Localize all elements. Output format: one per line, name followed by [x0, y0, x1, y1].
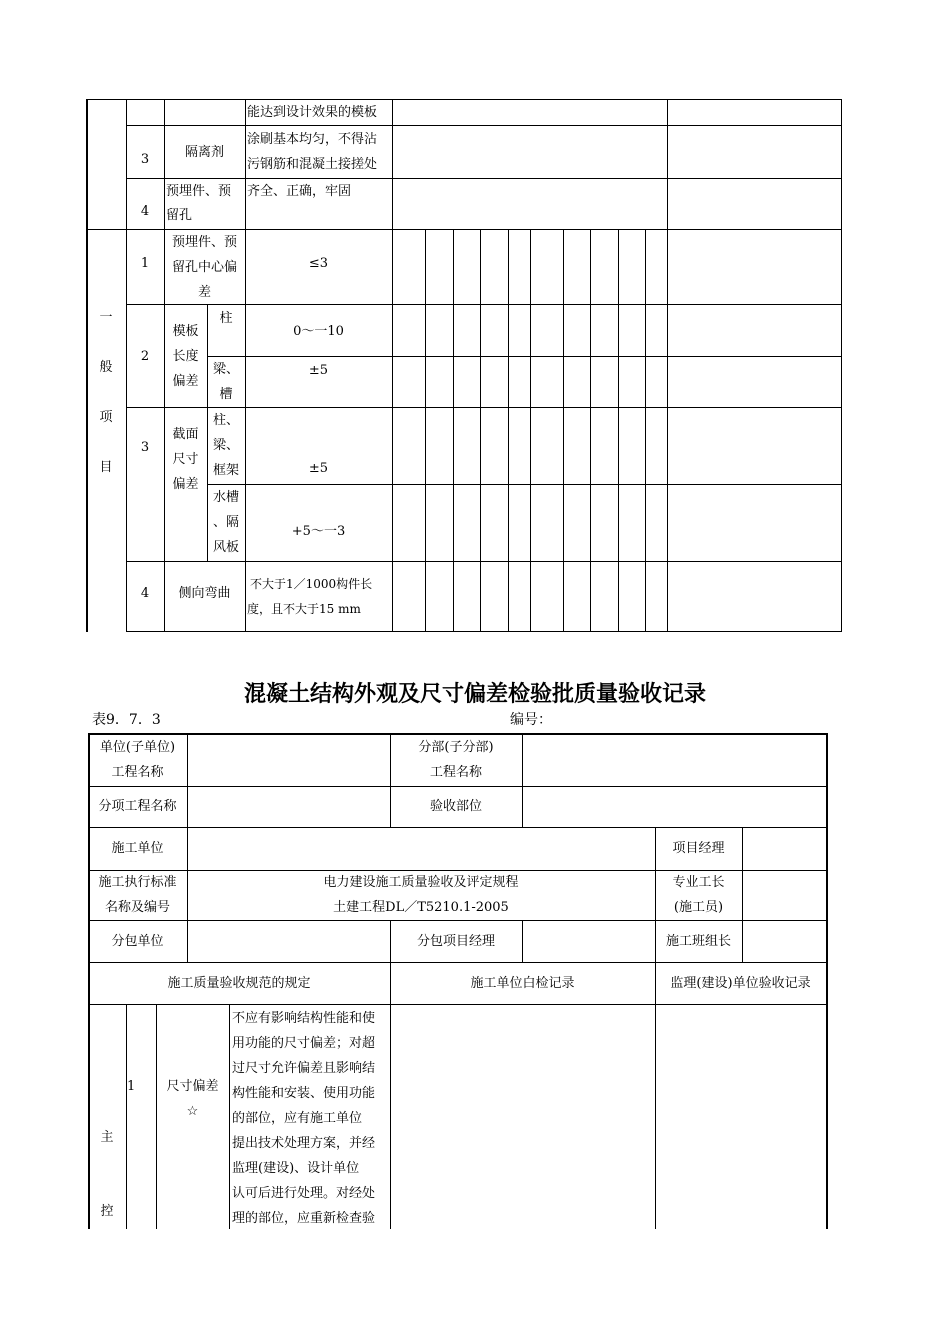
part-name-label: 分部(子分部) — [418, 740, 494, 755]
grid-line — [88, 962, 828, 963]
acceptance-part-label: 验收部位 — [429, 799, 482, 814]
grid-line — [187, 733, 188, 962]
part-name-label: 工程名称 — [429, 765, 482, 780]
seq-number: 4 — [140, 204, 150, 219]
standard-value: 土建工程DL／T5210.1-2005 — [333, 900, 509, 915]
seq-number: 1 — [127, 1079, 136, 1094]
grid-line — [126, 125, 842, 126]
item-name: 长度 — [172, 349, 199, 364]
standard-label: 名称及编号 — [104, 900, 170, 915]
item-name: 留孔中心偏 — [171, 260, 237, 275]
foreman-label: 专业工长 — [672, 875, 725, 890]
sub-item-name: 柱、 — [212, 413, 239, 428]
spec-text: ±5 — [308, 363, 329, 378]
sub-item-name: 风板 — [212, 540, 239, 555]
grid-line — [841, 99, 842, 632]
grid-line — [229, 1004, 230, 1229]
sub-item-name: 槽 — [219, 387, 233, 402]
grid-line — [126, 1004, 127, 1229]
col-header-supervision: 监理(建设)单位验收记录 — [670, 976, 811, 991]
grid-line — [88, 786, 828, 787]
team-leader-label: 施工班组长 — [665, 934, 731, 949]
spec-text: 理的部位，应重新检查验 — [232, 1211, 376, 1226]
unit-name-label: 单位(子单位) — [99, 740, 176, 755]
grid-line — [126, 178, 842, 179]
col-header-self-check: 施工单位白检记录 — [470, 976, 575, 991]
grid-line — [655, 962, 656, 1229]
item-name: 偏差 — [172, 374, 199, 389]
item-name: ☆ — [186, 1104, 199, 1119]
spec-text: 认可后进行处理。对经处 — [232, 1186, 376, 1201]
seq-number: 1 — [140, 256, 150, 271]
item-name: 预埋件、预 — [166, 184, 232, 199]
item-name: 留孔 — [166, 208, 193, 223]
sub-item-name: 梁、 — [212, 438, 239, 453]
seq-number: 2 — [140, 349, 150, 364]
sub-item-name: 梁、 — [212, 362, 239, 377]
grid-line — [207, 484, 842, 485]
spec-text: 污钢筋和混凝土接搓处 — [247, 157, 378, 172]
seq-number: 3 — [140, 440, 150, 455]
seq-number: 3 — [140, 152, 150, 167]
spec-text: 提出技术处理方案，并经 — [232, 1136, 376, 1151]
grid-line — [88, 920, 828, 921]
spec-text: 涂刷基本均匀，不得沾 — [247, 132, 378, 147]
spec-text: 过尺寸允许偏差且影响结 — [232, 1061, 376, 1076]
spec-text: 度，且不大于15 mm — [247, 602, 361, 616]
grid-line — [508, 229, 509, 632]
grid-line — [88, 1004, 828, 1005]
grid-line — [618, 229, 619, 632]
serial-number-label: 编号： — [510, 712, 552, 728]
grid-line — [480, 229, 481, 632]
item-name: 模板 — [172, 324, 199, 339]
grid-line — [207, 356, 842, 357]
grid-line — [645, 229, 646, 632]
spec-text: +5～一3 — [291, 524, 346, 539]
item-name: 截面 — [172, 427, 199, 442]
construction-unit-label: 施工单位 — [111, 841, 164, 856]
sub-item-name: 柱 — [219, 311, 233, 326]
standard-value: 电力建设施工质量验收及评定规程 — [323, 875, 519, 890]
grid-line — [126, 631, 842, 632]
item-name: 偏差 — [172, 477, 199, 492]
spec-text: 齐全、正确，牢固 — [247, 184, 352, 199]
general-label: 一 — [99, 310, 113, 325]
spec-text: 用功能的尺寸偏差；对超 — [232, 1036, 376, 1051]
grid-line — [522, 733, 523, 827]
item-name: 预埋件、预 — [171, 235, 237, 250]
spec-text: ≤3 — [308, 256, 329, 271]
spec-text: 能达到设计效果的模板 — [247, 105, 378, 120]
grid-line — [88, 827, 828, 828]
grid-line — [86, 99, 842, 100]
general-label: 目 — [99, 460, 113, 475]
sub-item-name: 框架 — [212, 463, 239, 478]
grid-line — [453, 229, 454, 632]
spec-text: 监理(建设)、设计单位 — [232, 1161, 360, 1176]
item-name: 差 — [197, 285, 211, 300]
spec-text: 的部位，应有施工单位 — [232, 1111, 363, 1126]
grid-line — [425, 229, 426, 632]
grid-line — [667, 99, 668, 632]
main-control-label: 控 — [100, 1204, 114, 1219]
spec-text: ±5 — [308, 461, 329, 476]
grid-line — [590, 229, 591, 632]
unit-name-label: 工程名称 — [111, 765, 164, 780]
grid-line — [126, 561, 842, 562]
grid-line — [390, 962, 391, 1229]
table-number: 表9．7．3 — [92, 712, 161, 728]
main-control-label: 主 — [100, 1130, 114, 1145]
grid-line — [826, 733, 828, 1229]
general-label: 项 — [99, 410, 113, 425]
grid-line — [522, 920, 523, 962]
subcontractor-label: 分包单位 — [111, 934, 164, 949]
spec-text: 不应有影响结构性能和使 — [232, 1011, 376, 1026]
spec-text: 0～一10 — [293, 324, 344, 339]
seq-number: 4 — [140, 586, 150, 601]
standard-label: 施工执行标准 — [98, 875, 177, 890]
grid-line — [742, 827, 743, 962]
foreman-label: (施工员) — [673, 900, 724, 915]
general-label: 般 — [99, 360, 113, 375]
form-title: 混凝土结构外观及尺寸偏差检验批质量验收记录 — [243, 682, 706, 707]
item-name: 隔离剂 — [184, 145, 224, 160]
grid-line — [392, 99, 393, 632]
item-name: 尺寸 — [172, 452, 199, 467]
item-name: 侧向弯曲 — [178, 586, 231, 601]
sub-item-name: 、隔 — [212, 515, 239, 530]
grid-line — [563, 229, 564, 632]
sub-item-name-label: 分项工程名称 — [98, 799, 177, 814]
sub-pm-label: 分包项目经理 — [416, 934, 495, 949]
spec-text: 不大于1／1000构件长 — [250, 577, 373, 591]
spec-text: 构性能和安装、使用功能 — [232, 1086, 376, 1101]
project-manager-label: 项目经理 — [672, 841, 725, 856]
grid-line — [530, 229, 531, 632]
item-name: 尺寸偏差 — [166, 1079, 219, 1094]
col-header-spec: 施工质量验收规范的规定 — [167, 976, 311, 991]
sub-item-name: 水槽 — [212, 490, 239, 505]
